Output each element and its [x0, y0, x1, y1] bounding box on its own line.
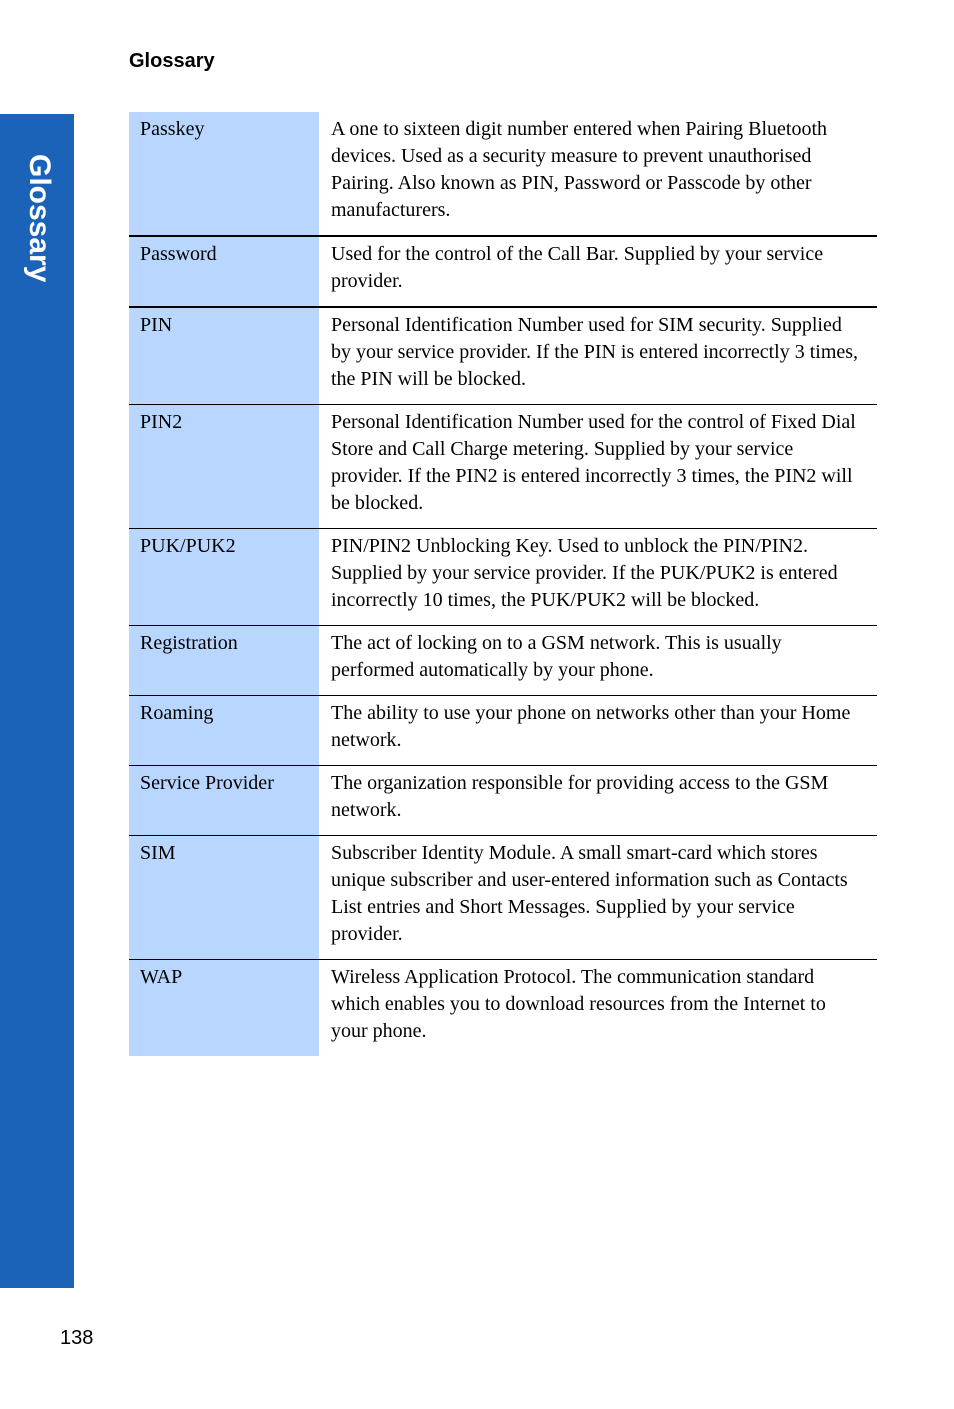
- glossary-row-password: [129, 236, 877, 307]
- glossary-definition: The organization responsible for providing access to the GSM network.: [319, 766, 877, 836]
- glossary-term: PIN2: [129, 405, 319, 529]
- glossary-term: PUK/PUK2: [129, 529, 319, 626]
- glossary-term: Password: [129, 236, 319, 307]
- glossary-row-puk-puk2: [129, 529, 877, 626]
- glossary-term: WAP: [129, 960, 319, 1057]
- glossary-definition: Personal Identification Number used for SIM security. Supplied by your service provider. If the PIN is entered incorrectly 3 times, the PIN will be blocked.: [319, 307, 877, 405]
- side-tab: [0, 114, 74, 1288]
- glossary-definition: Used for the control of the Call Bar. Supplied by your service provider.: [319, 236, 877, 307]
- glossary-definition: PIN/PIN2 Unblocking Key. Used to unblock the PIN/PIN2. Supplied by your service provider. If the PUK/PUK2 is entered incorrectly 10 times, the PUK/PUK2 will be blocked.: [319, 529, 877, 626]
- glossary-term: Registration: [129, 626, 319, 696]
- glossary-term: Service Provider: [129, 766, 319, 836]
- glossary-row-registration: [129, 626, 877, 696]
- glossary-row-roaming: [129, 696, 877, 766]
- glossary-row-pin: [129, 307, 877, 405]
- glossary-term: PIN: [129, 307, 319, 405]
- glossary-definition: A one to sixteen digit number entered when Pairing Bluetooth devices. Used as a security measure to prevent unauthorised Pairing. Also known as PIN, Password or Passcode by other manufacturers.: [331, 118, 828, 221]
- side-tab-label: Glossary: [23, 154, 56, 283]
- glossary-definition: The act of locking on to a GSM network. This is usually performed automatically by your phone.: [319, 626, 877, 696]
- page-number: 138: [60, 1327, 94, 1349]
- glossary-term: Roaming: [129, 696, 319, 766]
- glossary-row-passkey: [129, 112, 877, 236]
- glossary-definition: The ability to use your phone on networks other than your Home network.: [319, 696, 877, 766]
- page-section-title: Glossary: [129, 50, 215, 72]
- glossary-row-wap: [129, 960, 877, 1057]
- glossary-table: [129, 112, 877, 1056]
- glossary-term: SIM: [129, 836, 319, 960]
- glossary-definition: Wireless Application Protocol. The communication standard which enables you to download resources from the Internet to your phone.: [319, 960, 877, 1057]
- glossary-definition: Personal Identification Number used for the control of Fixed Dial Store and Call Charge metering. Supplied by your service provider. If the PIN2 is entered incorrectly 3 times, the PIN2 will be blocked.: [319, 405, 877, 529]
- glossary-definition: Subscriber Identity Module. A small smart-card which stores unique subscriber and user-entered information such as Contacts List entries and Short Messages. Supplied by your service provider.: [319, 836, 877, 960]
- glossary-row-pin2: [129, 405, 877, 529]
- glossary-row-sim: [129, 836, 877, 960]
- glossary-row-service-provider: [129, 766, 877, 836]
- glossary-term: Passkey: [129, 112, 319, 236]
